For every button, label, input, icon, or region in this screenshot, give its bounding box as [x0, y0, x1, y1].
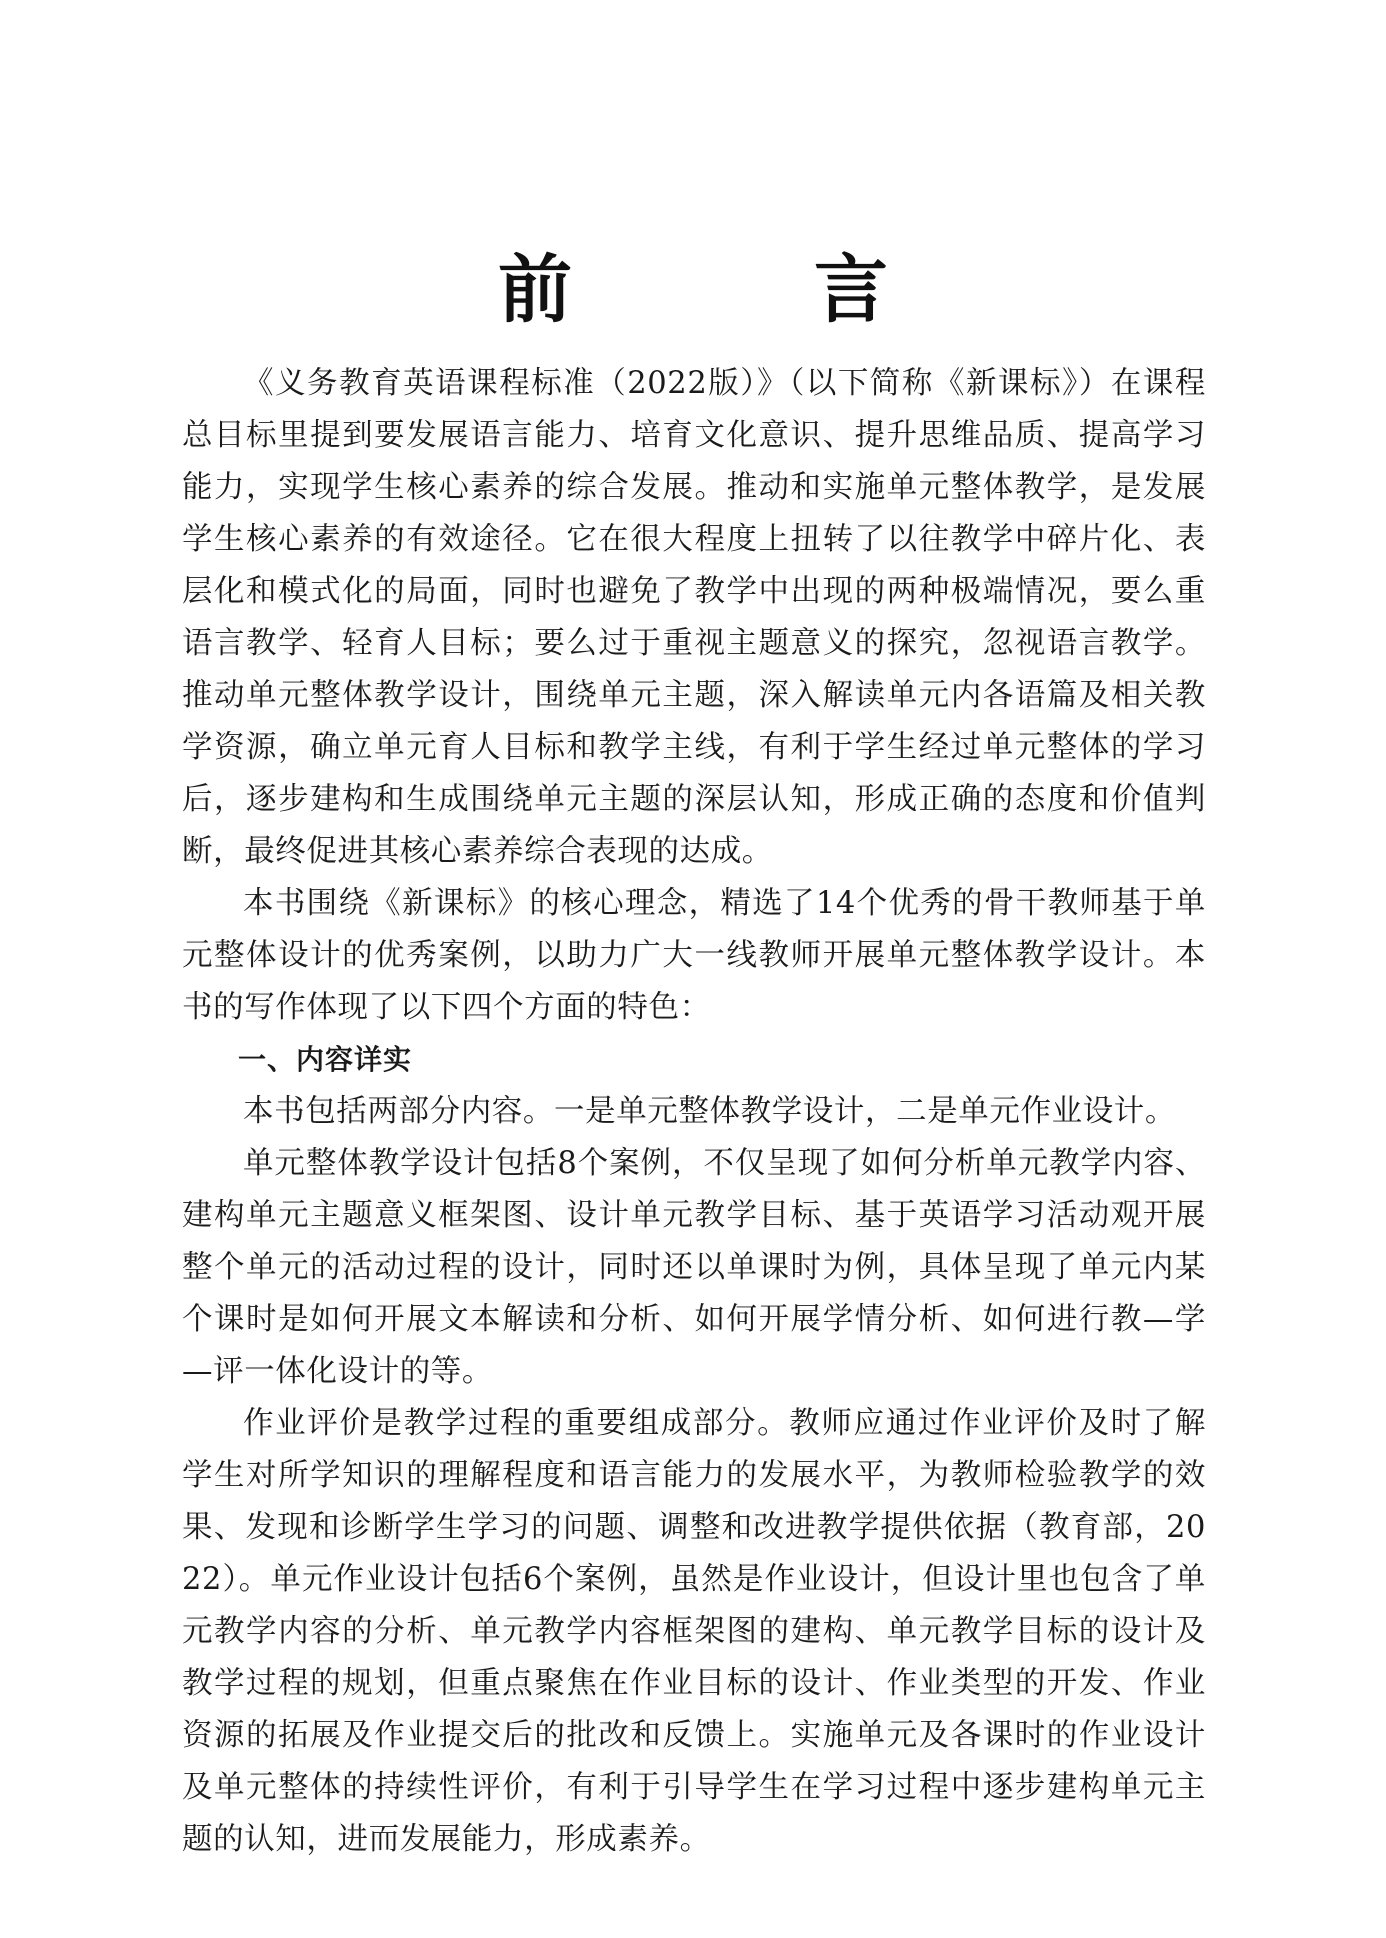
paragraph-two-parts: 本书包括两部分内容。一是单元整体教学设计，二是单元作业设计。: [243, 1094, 1176, 1129]
paragraph-intro: 《义务教育英语课程标准（2022版）》（以下简称《新课标》）在课程总目标里提到要发展语言能力、培育文化意识、提升思维品质、提高学习能力，实现学生核心素养的综合发展。推动和实施单元整体教学，是发展学生核心素养的有效途径。它在很大程度上扭转了以往教学中碎片化、表层化和模式化的局面，同时也避免了教学中出现的两种极端情况，要么重语言教学、轻育人目标；要么过于重视主题意义的探究，忽视语言教学。推动单元整体教学设计，围绕单元主题，深入解读单元内各语篇及相关教学资源，确立单元育人目标和教学主线，有利于学生经过单元整体的学习后，逐步建构和生成围绕单元主题的深层认知，形成正确的态度和价值判断，最终促进其核心素养综合表现的达成。: [182, 366, 1206, 869]
paragraph-unit-teaching-design: 单元整体教学设计包括8个案例，不仅呈现了如何分析单元教学内容、建构单元主题意义框架图、设计单元教学目标、基于英语学习活动观开展整个单元的活动过程的设计，同时还以单课时为例，具体呈现了单元内某个课时是如何开展文本解读和分析、如何开展学情分析、如何进行教—学—评一体化设计的等。: [182, 1146, 1206, 1389]
section-heading-content: 一、内容详实: [238, 1043, 413, 1076]
page-title: 前 言: [498, 246, 972, 333]
body-text: [182, 358, 1206, 1866]
paragraph-book-overview: 本书围绕《新课标》的核心理念，精选了14个优秀的骨干教师基于单元整体设计的优秀案例，以助力广大一线教师开展单元整体教学设计。本书的写作体现了以下四个方面的特色：: [182, 886, 1206, 1025]
paragraph-homework-design: 作业评价是教学过程的重要组成部分。教师应通过作业评价及时了解学生对所学知识的理解程度和语言能力的发展水平，为教师检验教学的效果、发现和诊断学生学习的问题、调整和改进教学提供依据（教育部，2022）。单元作业设计包括6个案例，虽然是作业设计，但设计里也包含了单元教学内容的分析、单元教学内容框架图的建构、单元教学目标的设计及教学过程的规划，但重点聚焦在作业目标的设计、作业类型的开发、作业资源的拓展及作业提交后的批改和反馈上。实施单元及各课时的作业设计及单元整体的持续性评价，有利于引导学生在学习过程中逐步建构单元主题的认知，进而发展能力，形成素养。: [182, 1406, 1206, 1857]
